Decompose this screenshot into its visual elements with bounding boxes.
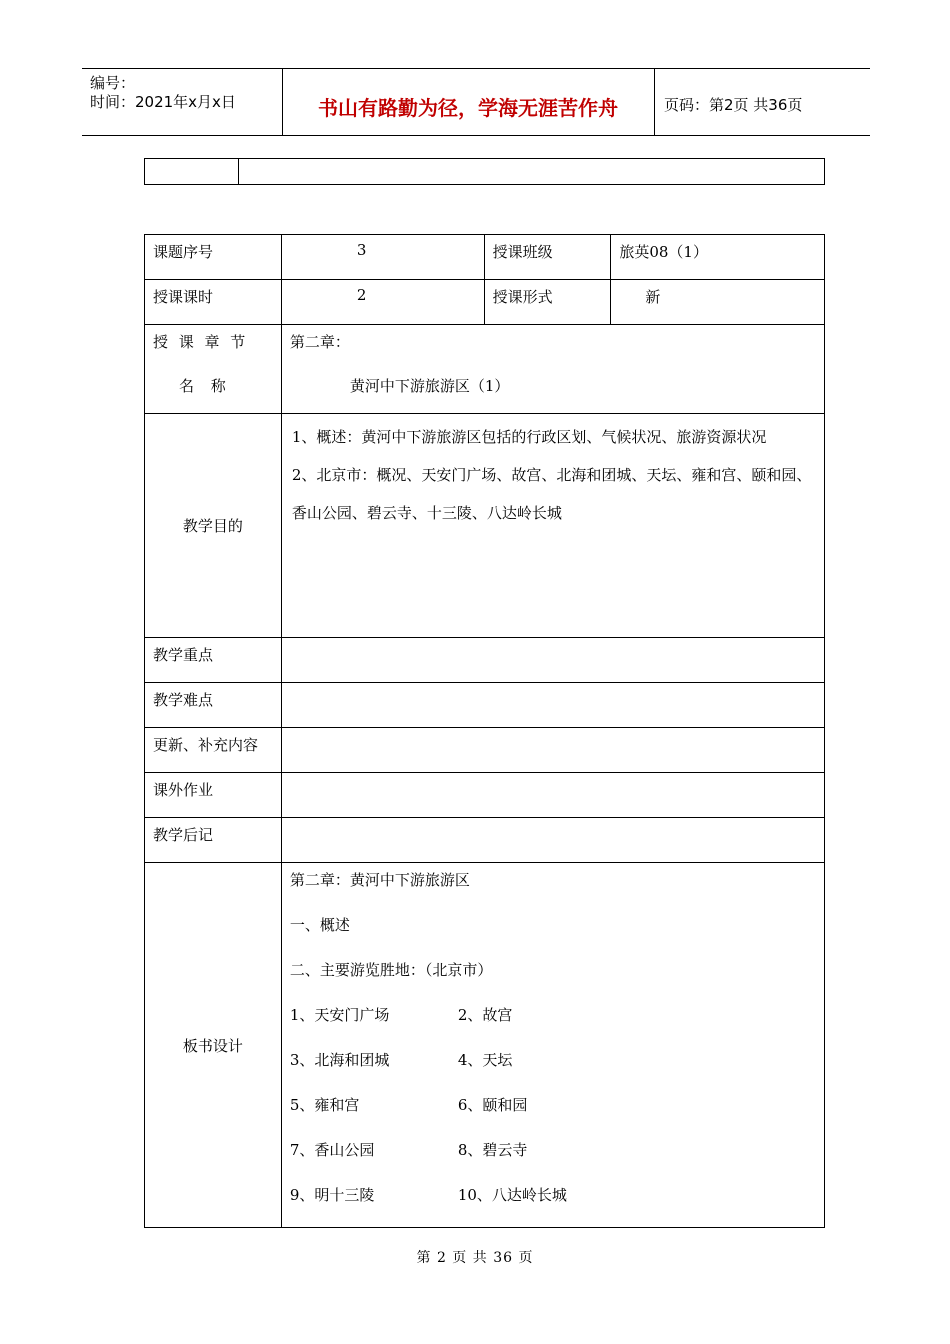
value-homework (281, 773, 824, 818)
table-row (145, 683, 825, 728)
board-item: 8、碧云寺 (457, 1141, 528, 1159)
board-item: 10、八达岭长城 (457, 1186, 567, 1204)
board-section-1: 一、概述 (289, 916, 350, 934)
table-row (145, 235, 825, 280)
blank-row-table (144, 158, 825, 185)
header-top-rule (82, 68, 870, 69)
value-form: 新 (611, 280, 825, 325)
board-item: 7、香山公园 (289, 1141, 375, 1159)
header-divider-right (654, 68, 655, 136)
label-postscript: 教学后记 (145, 818, 282, 863)
label-form: 授课形式 (484, 280, 611, 325)
blank-cell-right (239, 159, 825, 185)
list-item (290, 1002, 816, 1047)
value-lesson-number: 3 (281, 235, 484, 280)
board-item: 4、天坛 (457, 1051, 513, 1069)
list-item (290, 1047, 816, 1092)
list-item (290, 1137, 816, 1182)
table-row (145, 280, 825, 325)
header-motto: 书山有路勤为径，学海无涯苦作舟 (318, 96, 618, 120)
header-bottom-rule (82, 135, 870, 136)
objective-item-2: 2、北京市：概况、天安门广场、故宫、北海和团城、天坛、雍和宫、颐和园、香山公园、碧云寺、十三陵、八达岭长城 (291, 466, 812, 522)
board-item: 1、天安门广场 (289, 1006, 390, 1024)
table-row (145, 773, 825, 818)
list-item (290, 1092, 816, 1137)
header-time-label: 时间：2021年x月x日 (90, 93, 236, 111)
objectives-content (281, 414, 824, 638)
chapter-subtitle: 黄河中下游旅游区（1） (349, 377, 510, 395)
label-homework: 课外作业 (145, 773, 282, 818)
value-hours: 2 (281, 280, 484, 325)
page-footer: 第 2 页 共 36 页 (416, 1250, 534, 1266)
board-title: 第二章：黄河中下游旅游区 (289, 871, 470, 889)
objective-item-1: 1、概述：黄河中下游旅游区包括的行政区划、气候状况、旅游资源状况 (291, 428, 767, 446)
board-item: 3、北海和团城 (289, 1051, 390, 1069)
label-lesson-number: 课题序号 (145, 235, 282, 280)
table-row (145, 818, 825, 863)
value-key-points (281, 638, 824, 683)
lesson-plan-table (144, 234, 825, 1228)
table-row (145, 728, 825, 773)
table-row (145, 638, 825, 683)
chapter-title: 第二章： (289, 333, 350, 351)
table-row (145, 863, 825, 1228)
label-hours: 授课课时 (145, 280, 282, 325)
label-objectives: 教学目的 (145, 414, 282, 638)
table-row (145, 414, 825, 638)
header-page-info: 页码：第2页 共36页 (664, 96, 803, 114)
label-chapter (145, 325, 282, 414)
label-board: 板书设计 (145, 863, 282, 1228)
board-item: 6、颐和园 (457, 1096, 528, 1114)
board-item: 2、故宫 (457, 1006, 513, 1024)
label-updates: 更新、补充内容 (145, 728, 282, 773)
label-key-points: 教学重点 (145, 638, 282, 683)
label-chapter-line2: 名 称 (179, 377, 232, 395)
blank-cell-left (145, 159, 239, 185)
header-number-label: 编号： (90, 74, 136, 92)
table-row (145, 325, 825, 414)
value-class: 旅英08（1） (611, 235, 825, 280)
board-item: 9、明十三陵 (289, 1186, 375, 1204)
list-item (290, 1182, 816, 1227)
value-postscript (281, 818, 824, 863)
board-content (281, 863, 824, 1228)
chapter-content (281, 325, 824, 414)
board-section-2: 二、主要游览胜地：（北京市） (289, 961, 493, 979)
label-difficulties: 教学难点 (145, 683, 282, 728)
label-chapter-line1: 授 课 章 节 (153, 333, 249, 351)
value-difficulties (281, 683, 824, 728)
board-item: 5、雍和宫 (289, 1096, 360, 1114)
value-updates (281, 728, 824, 773)
label-class: 授课班级 (484, 235, 611, 280)
